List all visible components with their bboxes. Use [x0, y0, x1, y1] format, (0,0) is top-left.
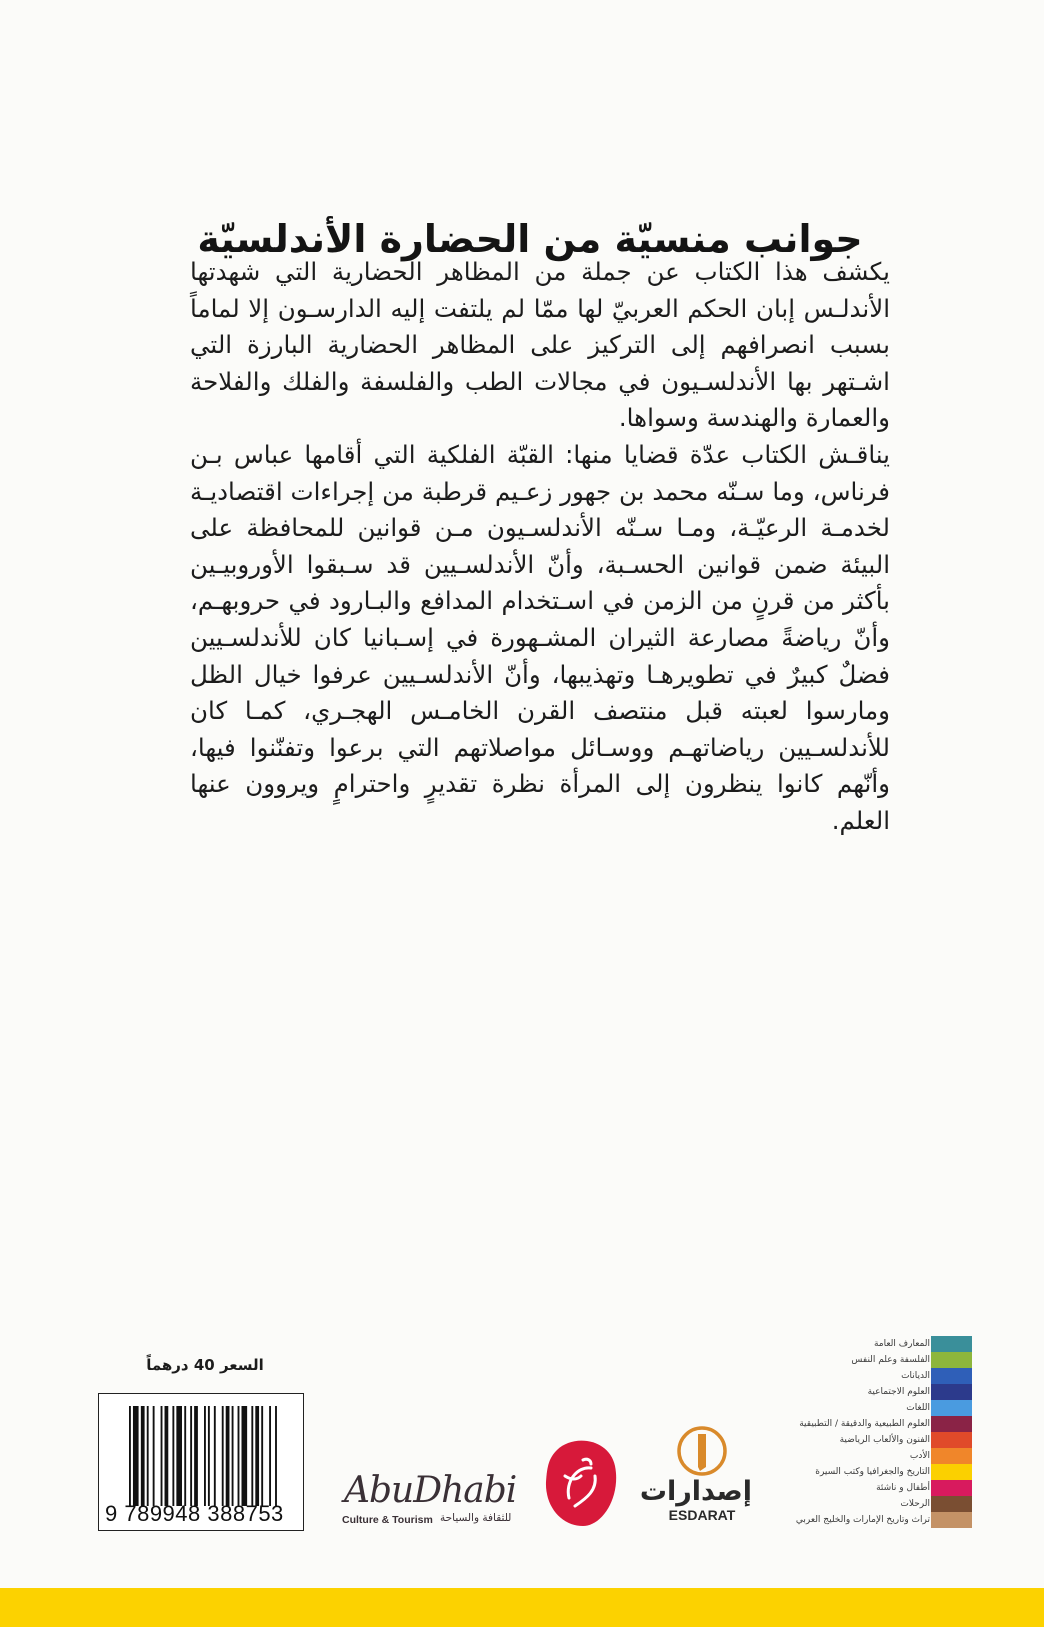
category-color-legend — [740, 1336, 980, 1528]
book-title: جوانب منسيّة من الحضارة الأندلسيّة — [197, 217, 863, 262]
abu-dhabi-wordmark: AbuDhabi — [344, 1470, 517, 1511]
barcode-bar — [214, 1406, 216, 1506]
legend-label: المعارف العامة — [873, 1339, 930, 1349]
legend-label: العلوم الاجتماعية — [867, 1387, 930, 1397]
barcode-bar — [133, 1406, 139, 1506]
abu-dhabi-emblem-icon — [543, 1436, 619, 1528]
legend-color-swatch — [931, 1400, 972, 1416]
legend-item — [740, 1464, 980, 1480]
barcode-bar — [232, 1406, 234, 1506]
legend-color-swatch — [931, 1480, 972, 1496]
legend-color-swatch — [931, 1384, 972, 1400]
esdarat-emblem-icon — [676, 1425, 728, 1477]
legend-color-swatch — [931, 1464, 972, 1480]
legend-label: الأدب — [909, 1451, 930, 1461]
legend-color-swatch — [931, 1448, 972, 1464]
legend-label: اللغات — [906, 1403, 930, 1413]
legend-label: التاريخ والجغرافيا وكتب السيرة — [815, 1467, 930, 1477]
legend-label: أطفال و ناشئة — [876, 1483, 930, 1493]
barcode-bar — [251, 1406, 253, 1506]
barcode-bar — [147, 1406, 149, 1506]
legend-label: الديانات — [901, 1371, 930, 1381]
isbn-number: 9 789948 388753 — [105, 1501, 284, 1526]
barcode-bar — [204, 1406, 206, 1506]
legend-item — [740, 1416, 980, 1432]
barcode — [98, 1393, 304, 1531]
legend-item — [740, 1512, 980, 1528]
legend-label: الفنون والألعاب الرياضية — [839, 1435, 930, 1445]
barcode-bar — [141, 1406, 145, 1506]
legend-label: الرحلات — [900, 1499, 930, 1509]
legend-color-swatch — [931, 1352, 972, 1368]
barcode-bar — [153, 1406, 155, 1506]
legend-color-swatch — [931, 1512, 972, 1528]
abu-dhabi-subtitle-ar: للثقافة والسياحة — [440, 1512, 512, 1524]
esdarat-name-ar: إصدارات — [639, 1476, 752, 1507]
barcode-bar — [129, 1406, 131, 1506]
barcode-bar — [161, 1406, 163, 1506]
barcode-bar — [208, 1406, 210, 1506]
book-description — [190, 254, 890, 840]
legend-item — [740, 1432, 980, 1448]
legend-color-swatch — [931, 1432, 972, 1448]
legend-label: العلوم الطبيعية والدقيقة / التطبيقية — [799, 1419, 930, 1429]
barcode-bar — [222, 1406, 224, 1506]
description-paragraph-2: يناقـش الكتاب عدّة قضايا منها: القبّة الفلكية التي أقامها عباس بـن فرناس، وما سـنّه محمد بن جهور زعـيم قرطبة من إجراءات اقتصاديـة لخدمـة الرعيّـة، ومـا سـنّه الأندلسـيون مـن قوانين للمحافظة على البيئة ضمن قوانين الحسـبة، وأنّ الأندلسـيين قد سـبقوا الأوروبيـين بأكثر من قرنٍ من الزمن في اسـتخدام المدافع والبـارود في حروبهـم، وأنّ رياضةً مصارعة الثيران المشـهورة في إسـبانيا كان للأندلسـيين فضلٌ كبيرٌ في تطويرهـا وتهذيبها، وأنّ الأندلسـيين عرفوا خيال الظل ومارسوا لعبته قبل منتصف القرن الخامـس الهجـري، كمـا كان للأندلسـيين رياضاتهـم ووسـائل مواصلاتهم التي برعوا وتفنّنوا فيها، وأنّهم كانوا ينظرون إلى المرأة نظرة تقديرٍ واحترامٍ ويروون عنها العلم. — [190, 439, 890, 835]
legend-item — [740, 1336, 980, 1352]
legend-item — [740, 1400, 980, 1416]
legend-item — [740, 1368, 980, 1384]
barcode-bar — [184, 1406, 186, 1506]
legend-item — [740, 1352, 980, 1368]
legend-item — [740, 1480, 980, 1496]
barcode-bar — [190, 1406, 192, 1506]
barcode-bar — [275, 1406, 277, 1506]
barcode-bar — [176, 1406, 182, 1506]
legend-color-swatch — [931, 1496, 972, 1512]
legend-color-swatch — [931, 1416, 972, 1432]
legend-item — [740, 1384, 980, 1400]
description-paragraph-1: يكشف هذا الكتاب عن جملة من المظاهر الحضارية التي شهدتها الأندلـس إبان الحكم العربيّ لها ممّا لم يلتفت إليه الدارسـون إلا لماماً بسبب انصرافهم إلى التركيز على المظاهر الحضارية البارزة التي اشـتهر بها الأندلسـيون في مجالات الطب والفلسفة والفلك والفلاحة والعمارة والهندسة وسواها. — [190, 257, 890, 433]
barcode-bar — [261, 1406, 263, 1506]
barcode-bar — [255, 1406, 259, 1506]
barcode-bars-icon — [129, 1406, 279, 1506]
legend-item — [740, 1496, 980, 1512]
abu-dhabi-subtitle-en: Culture & Tourism — [342, 1514, 433, 1526]
legend-color-swatch — [931, 1368, 972, 1384]
legend-item — [740, 1448, 980, 1464]
barcode-bar — [269, 1406, 271, 1506]
barcode-bar — [238, 1406, 240, 1506]
barcode-bar — [165, 1406, 169, 1506]
legend-label: تراث وتاريخ الإمارات والخليج العربي — [795, 1515, 930, 1525]
barcode-bar — [194, 1406, 198, 1506]
legend-color-swatch — [931, 1336, 972, 1352]
price-label: السعر 40 درهماً — [146, 1356, 264, 1374]
abu-dhabi-culture-tourism-logo — [340, 1432, 625, 1532]
barcode-bar — [226, 1406, 230, 1506]
yellow-bottom-band — [0, 1588, 1044, 1627]
barcode-bar — [242, 1406, 248, 1506]
barcode-bar — [172, 1406, 174, 1506]
legend-label: الفلسفة وعلم النفس — [851, 1355, 930, 1365]
esdarat-name-en: ESDARAT — [668, 1507, 736, 1523]
